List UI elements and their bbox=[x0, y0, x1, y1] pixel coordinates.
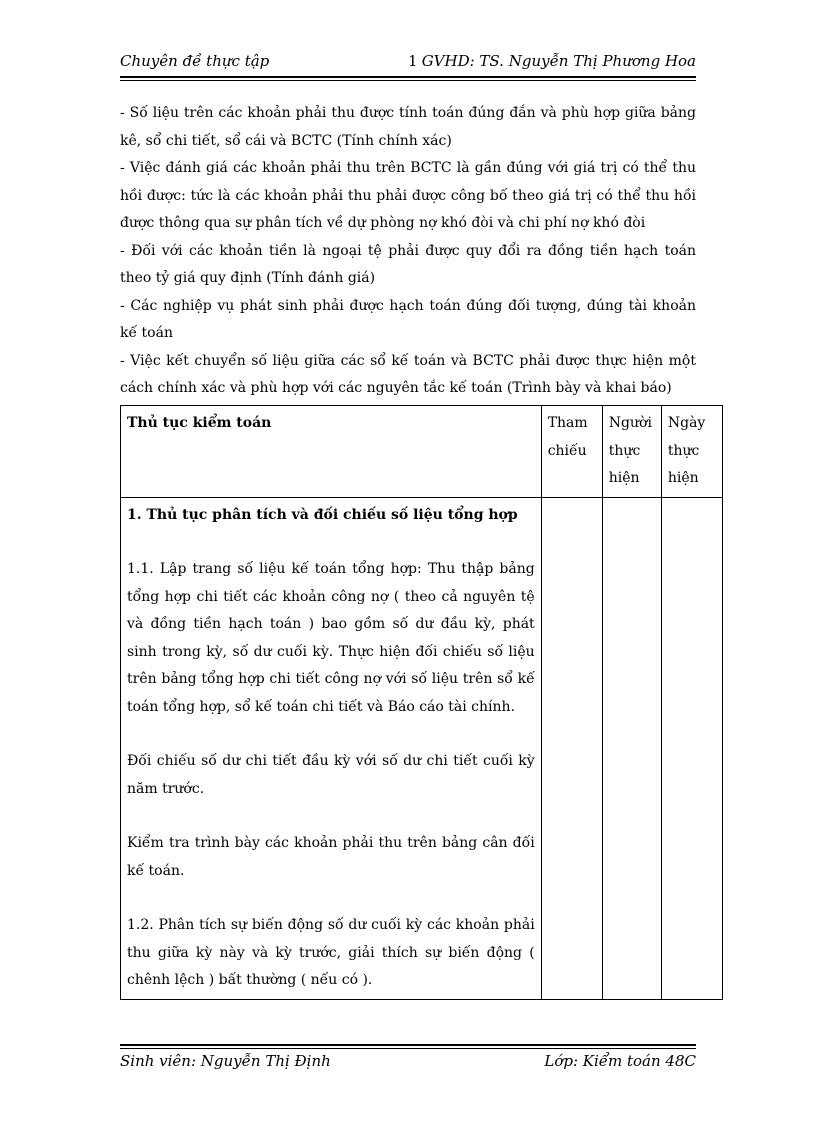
audit-procedures-table bbox=[120, 405, 723, 1000]
paragraph: - Đối với các khoản tiền là ngoại tệ phải được quy đổi ra đồng tiền hạch toán theo tỷ giá quy định (Tính đánh giá) bbox=[120, 242, 696, 286]
header-reference: Tham chiếu bbox=[541, 406, 602, 498]
page-footer bbox=[120, 1052, 696, 1074]
performed-by-cell bbox=[602, 497, 661, 999]
procedure-cell bbox=[121, 497, 542, 999]
table-row bbox=[121, 497, 723, 999]
paragraph: - Việc kết chuyển số liệu giữa các sổ kế toán và BCTC phải được thực hiện một cách chính xác và phù hợp với các nguyên tắc kế toán (Trình bày và khai báo) bbox=[120, 352, 696, 396]
paragraph: - Việc đánh giá các khoản phải thu trên BCTC là gần đúng với giá trị có thể thu hồi được: tức là các khoản phải thu phải được công bố theo giá trị có thể thu hồi được thông qua sự phân tích về dự phòng nợ khó đòi và chi phí nợ khó đòi bbox=[120, 160, 696, 231]
header-title: Chuyên đề thực tập bbox=[120, 52, 270, 70]
header-date: Ngày thực hiện bbox=[661, 406, 722, 498]
header-supervisor: GVHD: TS. Nguyễn Thị Phương Hoa bbox=[421, 52, 696, 70]
body-text bbox=[120, 100, 696, 403]
section-title: 1. Thủ tục phân tích và đối chiếu số liệu tổng hợp bbox=[127, 506, 518, 523]
procedure-item: Kiểm tra trình bày các khoản phải thu trên bảng cân đối kế toán. bbox=[127, 835, 535, 879]
paragraph: - Số liệu trên các khoản phải thu được tính toán đúng đắn và phù hợp giữa bảng kê, sổ chi tiết, sổ cái và BCTC (Tính chính xác) bbox=[120, 105, 696, 149]
paragraph: - Các nghiệp vụ phát sinh phải được hạch toán đúng đối tượng, đúng tài khoản kế toán bbox=[120, 297, 696, 341]
procedure-item: 1.1. Lập trang số liệu kế toán tổng hợp: Thu thập bảng tổng hợp chi tiết các khoản công nợ ( theo cả nguyên tệ và đồng tiền hạch toán ) bao gồm số dư đầu kỳ, phát sinh trong kỳ, số dư cuối kỳ. Thực hiện đối chiếu số liệu trên bảng tổng hợp chi tiết công nợ với số liệu trên sổ kế toán tổng hợp, sổ kế toán chi tiết và Báo cáo tài chính. bbox=[127, 561, 535, 715]
procedure-item: 1.2. Phân tích sự biến động số dư cuối kỳ các khoản phải thu giữa kỳ này và kỳ trước, giải thích sự biến động ( chênh lệch ) bất thường ( nếu có ). bbox=[127, 917, 535, 988]
header-procedure: Thủ tục kiểm toán bbox=[121, 406, 542, 498]
header-performed-by: Người thực hiện bbox=[602, 406, 661, 498]
header-rule bbox=[120, 76, 696, 78]
footer-class: Lớp: Kiểm toán 48C bbox=[544, 1052, 696, 1070]
page-header bbox=[120, 50, 696, 74]
footer-rule-thin bbox=[120, 1048, 696, 1049]
page-number: 1 bbox=[408, 52, 418, 70]
date-cell bbox=[661, 497, 722, 999]
footer-rule bbox=[120, 1044, 696, 1046]
header-rule-thin bbox=[120, 80, 696, 81]
footer-student: Sinh viên: Nguyễn Thị Định bbox=[120, 1052, 331, 1070]
reference-cell bbox=[541, 497, 602, 999]
procedure-item: Đối chiếu số dư chi tiết đầu kỳ với số dư chi tiết cuối kỳ năm trước. bbox=[127, 753, 535, 797]
table-header-row bbox=[121, 406, 723, 498]
